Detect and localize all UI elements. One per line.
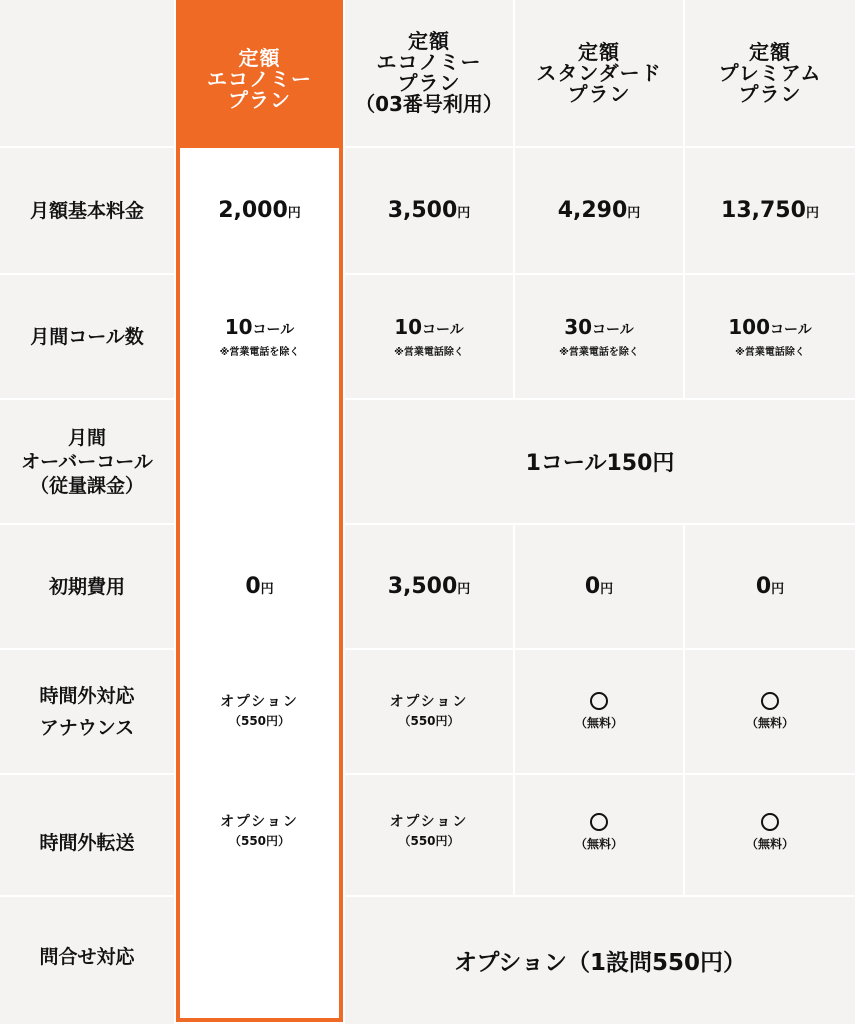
header-line: エコノミー	[376, 50, 482, 74]
inquiry-text: オプション（1設問550円）	[454, 950, 746, 976]
cell-after-hours-transfer	[345, 775, 513, 895]
option-price: （550円）	[228, 834, 291, 848]
row-label-text: 問合せ対応	[39, 945, 135, 968]
cell-monthly-fee	[345, 148, 513, 273]
price-unit: 円	[805, 206, 819, 221]
row-label-text: 月額基本料金	[29, 199, 144, 222]
price-unit: 円	[627, 206, 641, 221]
price-number: 0	[584, 574, 601, 599]
cell-monthly-calls	[176, 275, 343, 398]
cell-monthly-fee	[685, 148, 855, 273]
price	[756, 574, 784, 599]
row-label-after-hours-announce	[0, 650, 174, 773]
free-label: （無料）	[574, 837, 623, 851]
price-unit: 円	[260, 582, 274, 597]
option-price: （550円）	[228, 713, 291, 728]
row-label-text: アナウンス	[39, 716, 135, 739]
cell-overage-merged	[345, 400, 855, 523]
price-unit: 円	[287, 206, 301, 221]
circle-icon	[761, 692, 779, 710]
option-price: （550円）	[398, 834, 460, 848]
free-label: （無料）	[745, 837, 794, 851]
cell-after-hours-announce	[515, 650, 683, 773]
price-unit: 円	[771, 582, 785, 597]
price-unit: 円	[600, 582, 614, 597]
header-line: プラン	[397, 71, 461, 95]
header-line: プラン	[567, 81, 631, 106]
free-label: （無料）	[745, 716, 794, 730]
header-plan-standard	[515, 0, 683, 146]
corner-cell	[0, 0, 174, 146]
cell-after-hours-announce	[176, 650, 343, 773]
header-line: （03番号利用）	[355, 92, 503, 116]
call-count	[225, 316, 295, 341]
price	[558, 198, 641, 223]
price-number: 13,750	[721, 198, 806, 223]
option-price: （550円）	[398, 713, 460, 728]
row-label-text: 月間コール数	[30, 325, 144, 348]
row-label-monthly-calls	[0, 275, 174, 398]
price	[585, 574, 613, 599]
cell-after-hours-announce	[685, 650, 855, 773]
cell-initial-cost	[515, 525, 683, 648]
call-number: 100	[728, 314, 770, 339]
call-note: ※営業電話を除く	[219, 346, 300, 358]
circle-icon	[590, 692, 608, 710]
cell-monthly-fee	[176, 148, 343, 273]
free-label: （無料）	[574, 716, 623, 730]
row-label-text: オーバーコール	[21, 450, 153, 473]
row-label-text: 月間	[67, 426, 106, 449]
header-line: 定額	[408, 29, 450, 53]
header-line: スタンダード	[536, 60, 662, 85]
row-label-text: 時間外対応	[39, 684, 135, 707]
call-unit: コール	[770, 321, 812, 338]
row-label-monthly-fee	[0, 148, 174, 273]
price-unit: 円	[457, 582, 471, 597]
header-line: エコノミー	[207, 66, 312, 91]
header-line: プラン	[738, 81, 802, 106]
header-line: プレミアム	[718, 60, 822, 85]
row-label-text: 時間外転送	[39, 832, 135, 854]
cell-initial-cost	[345, 525, 513, 648]
price	[721, 198, 819, 223]
price	[218, 198, 301, 223]
cell-monthly-calls	[685, 275, 855, 398]
row-label-after-hours-transfer	[0, 775, 174, 895]
call-note: ※営業電話除く	[735, 346, 805, 358]
header-line: 定額	[238, 45, 281, 70]
header-line: 定額	[749, 39, 791, 64]
row-label-text: 初期費用	[48, 575, 125, 598]
header-plan-premium	[685, 0, 855, 146]
cell-inquiry-merged	[345, 897, 855, 1024]
price	[388, 574, 471, 599]
call-unit: コール	[592, 321, 634, 338]
cell-monthly-calls	[515, 275, 683, 398]
price-number: 4,290	[557, 198, 628, 223]
call-unit: コール	[422, 321, 464, 338]
cell-overage-empty	[176, 400, 343, 523]
call-count	[728, 316, 811, 341]
circle-icon	[590, 813, 608, 831]
call-note: ※営業電話を除く	[559, 346, 639, 358]
option-label: オプション	[389, 693, 469, 710]
price-unit: 円	[457, 206, 471, 221]
price-number: 0	[755, 574, 772, 599]
option-label: オプション	[220, 693, 299, 710]
price-number: 0	[245, 574, 261, 599]
call-count	[564, 316, 634, 341]
cell-after-hours-announce	[345, 650, 513, 773]
price	[388, 198, 471, 223]
overage-text: 1コール150円	[525, 451, 675, 476]
price-number: 3,500	[387, 198, 458, 223]
option-label: オプション	[220, 814, 299, 830]
cell-after-hours-transfer	[685, 775, 855, 895]
row-label-overage	[0, 400, 174, 523]
cell-inquiry-empty	[176, 897, 343, 1024]
header-plan-economy-03	[345, 0, 513, 146]
price-number: 2,000	[218, 198, 288, 223]
row-label-text: （従量課金）	[29, 474, 144, 497]
price-number: 3,500	[387, 574, 458, 599]
cell-initial-cost	[176, 525, 343, 648]
row-label-initial-cost	[0, 525, 174, 648]
option-label: オプション	[389, 814, 469, 830]
cell-monthly-fee	[515, 148, 683, 273]
call-count	[394, 316, 464, 341]
cell-after-hours-transfer	[515, 775, 683, 895]
call-number: 30	[564, 314, 593, 339]
cell-initial-cost	[685, 525, 855, 648]
circle-icon	[761, 813, 779, 831]
header-line: 定額	[578, 39, 620, 64]
row-label-inquiry	[0, 897, 174, 1024]
cell-after-hours-transfer	[176, 775, 343, 895]
header-line: プラン	[228, 87, 291, 112]
header-plan-economy	[176, 0, 343, 148]
price	[245, 574, 273, 599]
call-unit: コール	[252, 321, 295, 338]
cell-monthly-calls	[345, 275, 513, 398]
call-number: 10	[394, 314, 423, 339]
call-note: ※営業電話除く	[394, 346, 464, 358]
call-number: 10	[224, 314, 253, 339]
